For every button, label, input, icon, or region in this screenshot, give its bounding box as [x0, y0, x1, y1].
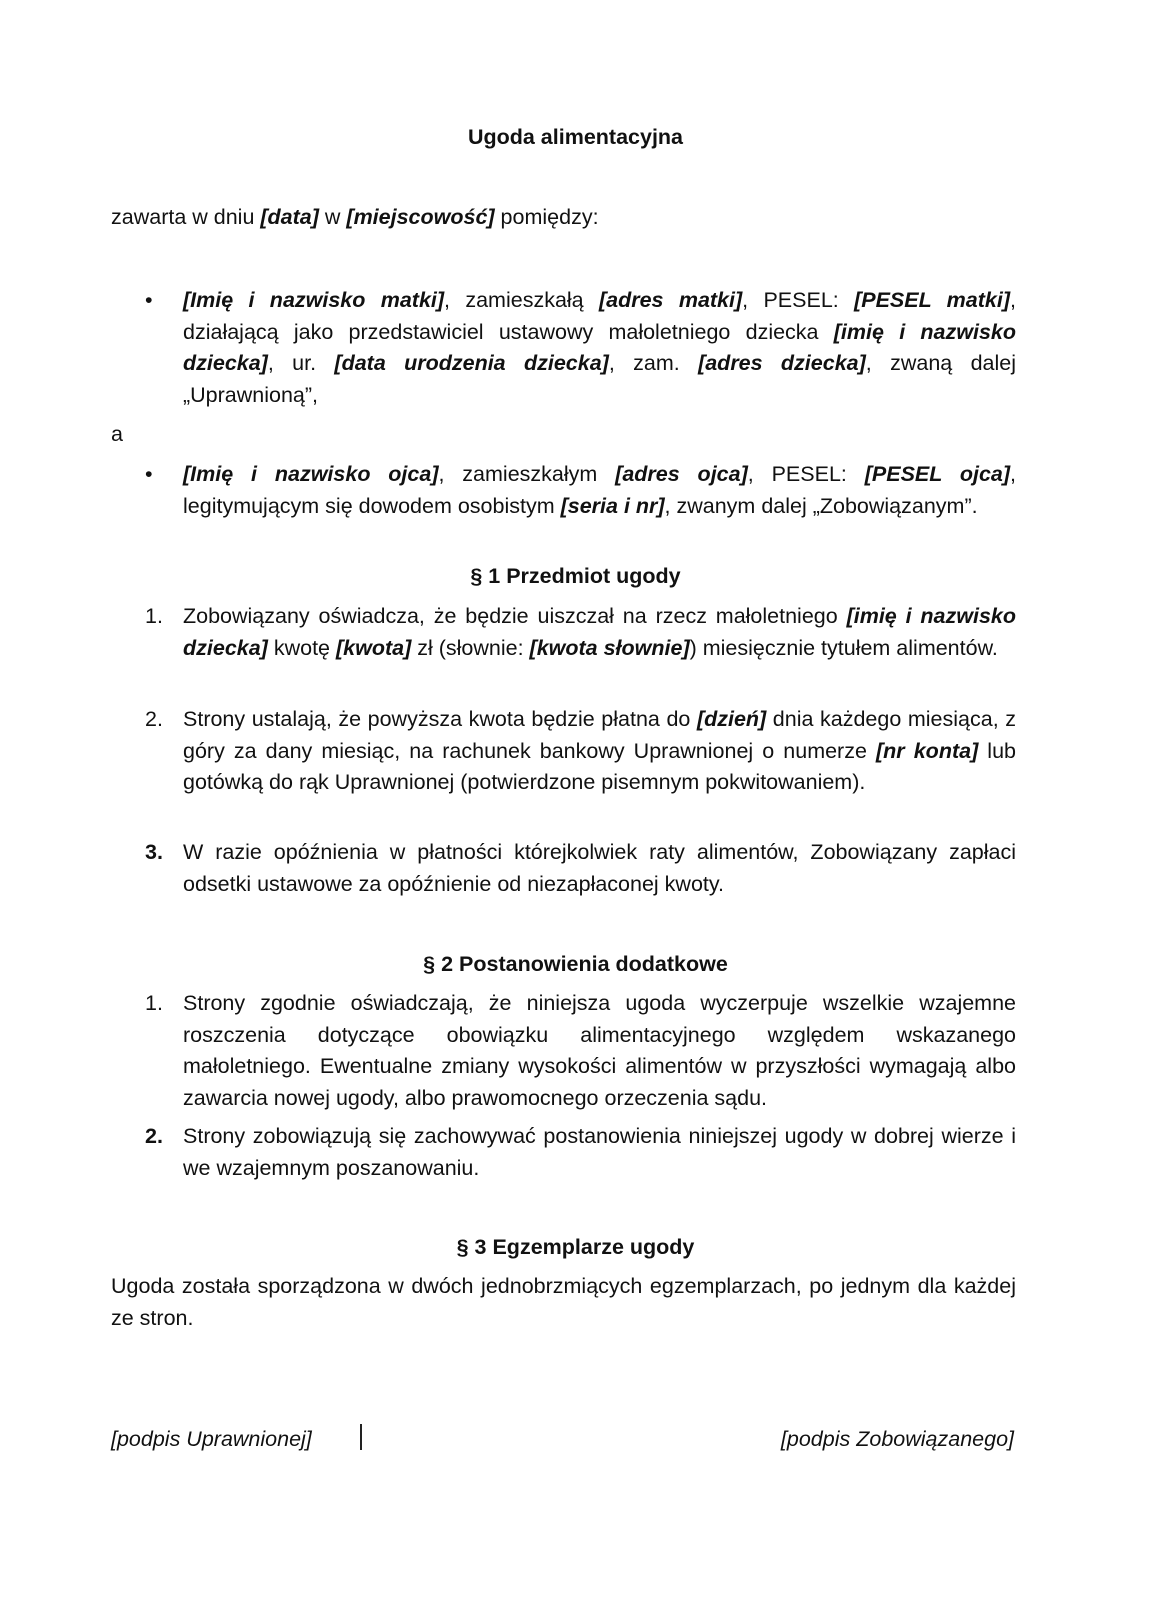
intro-line [111, 202, 599, 234]
signature-left: [podpis Uprawnionej] [111, 1427, 312, 1451]
party-text: , zam. [608, 351, 699, 375]
list-number: 2. [145, 1124, 163, 1148]
list-number: 1. [145, 991, 163, 1015]
party-text: , legitymującym się dowodem osobistym [183, 462, 1017, 518]
party-text: , zamieszkałą [444, 288, 599, 312]
section-3-heading: § 3 Egzemplarze ugody [456, 1235, 695, 1259]
placeholder-account-number: [nr konta] [876, 738, 979, 763]
party-1-paragraph [183, 285, 1016, 411]
signature-right: [podpis Zobowiązanego] [780, 1427, 1014, 1451]
placeholder-place: [miejscowość] [346, 205, 495, 229]
section-1-item-1 [183, 601, 1016, 664]
placeholder-date: [data] [260, 205, 319, 229]
placeholder-father-pesel: [PESEL ojca] [864, 462, 1011, 486]
conjunction: a [111, 422, 123, 446]
list-number: 1. [145, 604, 163, 628]
placeholder-day: [dzień] [696, 707, 767, 731]
section-3-text: Ugoda została sporządzona w dwóch jednobrzmiących egzemplarzach, po jednym dla każdej ze stron. [111, 1274, 1016, 1330]
item-text: zł (słownie: [411, 635, 530, 660]
item-text: Strony ustalają, że powyższa kwota będzie płatna do [183, 707, 697, 731]
party-text: , zwanym dalej „Zobowiązanym”. [664, 493, 978, 518]
party-text: , zamieszkałym [438, 462, 616, 486]
placeholder-amount-words: [kwota słownie] [529, 635, 690, 660]
text-cursor [360, 1424, 362, 1450]
section-1-heading: § 1 Przedmiot ugody [470, 564, 681, 588]
section-1-item-3: W razie opóźnienia w płatności którejkolwiek raty alimentów, Zobowiązany zapłaci odsetki ustawowe za opóźnienie od niezapłaconej kwoty. [183, 840, 1016, 896]
section-1-item-2 [183, 704, 1016, 799]
section-2-item-1: Strony zgodnie oświadczają, że niniejsza ugoda wyczerpuje wszelkie wzajemne roszczenia dotyczące obowiązku alimentacyjnego względem wskazanego małoletniego. Ewentualne zmiany wysokości alimentów w przyszłości wymagają albo zawarcia nowej ugody, albo prawomocnego orzeczenia sądu. [183, 991, 1016, 1110]
intro-text: w [318, 205, 347, 229]
placeholder-child-name: [imię i nazwisko dziecka] [183, 604, 1016, 660]
list-number: 3. [145, 840, 163, 864]
placeholder-father-address: [adres ojca] [615, 462, 748, 486]
section-2-heading: § 2 Postanowienia dodatkowe [423, 952, 728, 976]
placeholder-child-address: [adres dziecka] [698, 351, 866, 375]
placeholder-father-name: [Imię i nazwisko ojca] [183, 462, 439, 486]
intro-text: pomiędzy: [494, 205, 599, 229]
party-text: , PESEL: [742, 288, 855, 312]
bullet-party-2: • [145, 462, 153, 486]
placeholder-amount: [kwota] [335, 635, 412, 660]
party-text: , PESEL: [747, 462, 865, 486]
placeholder-id-number: [seria i nr] [560, 493, 665, 518]
document-title: Ugoda alimentacyjna [467, 125, 684, 149]
party-2-paragraph [183, 459, 1016, 522]
party-text: , ur. [267, 351, 335, 375]
placeholder-mother-pesel: [PESEL matki] [854, 288, 1010, 312]
party-text: , działającą jako przedstawiciel ustawowy małoletniego dziecka [183, 288, 1016, 344]
bullet-party-1: • [145, 288, 153, 312]
intro-text: zawarta w dniu [111, 205, 261, 229]
section-2-item-2: Strony zobowiązują się zachowywać postanowienia niniejszej ugody w dobrej wierze i we wzajemnym poszanowaniu. [183, 1124, 1016, 1180]
placeholder-child-name: [imię i nazwisko dziecka] [183, 319, 1016, 375]
item-text: ) miesięcznie tytułem alimentów. [689, 635, 998, 660]
item-text: kwotę [267, 635, 336, 660]
item-text: dnia każdego miesiąca, z góry za dany miesiąc, na rachunek bankowy Uprawnionej o numerze [183, 707, 1017, 763]
placeholder-mother-name: [Imię i nazwisko matki] [183, 288, 445, 312]
item-text: lub gotówką do rąk Uprawnionej (potwierdzone pisemnym pokwitowaniem). [183, 738, 1016, 794]
list-number: 2. [145, 707, 163, 731]
party-text: , zwaną dalej „Uprawnioną”, [183, 351, 1016, 407]
item-text: Zobowiązany oświadcza, że będzie uiszczał na rzecz małoletniego [183, 604, 847, 628]
placeholder-mother-address: [adres matki] [598, 288, 743, 312]
placeholder-child-birth-date: [data urodzenia dziecka] [334, 351, 609, 375]
